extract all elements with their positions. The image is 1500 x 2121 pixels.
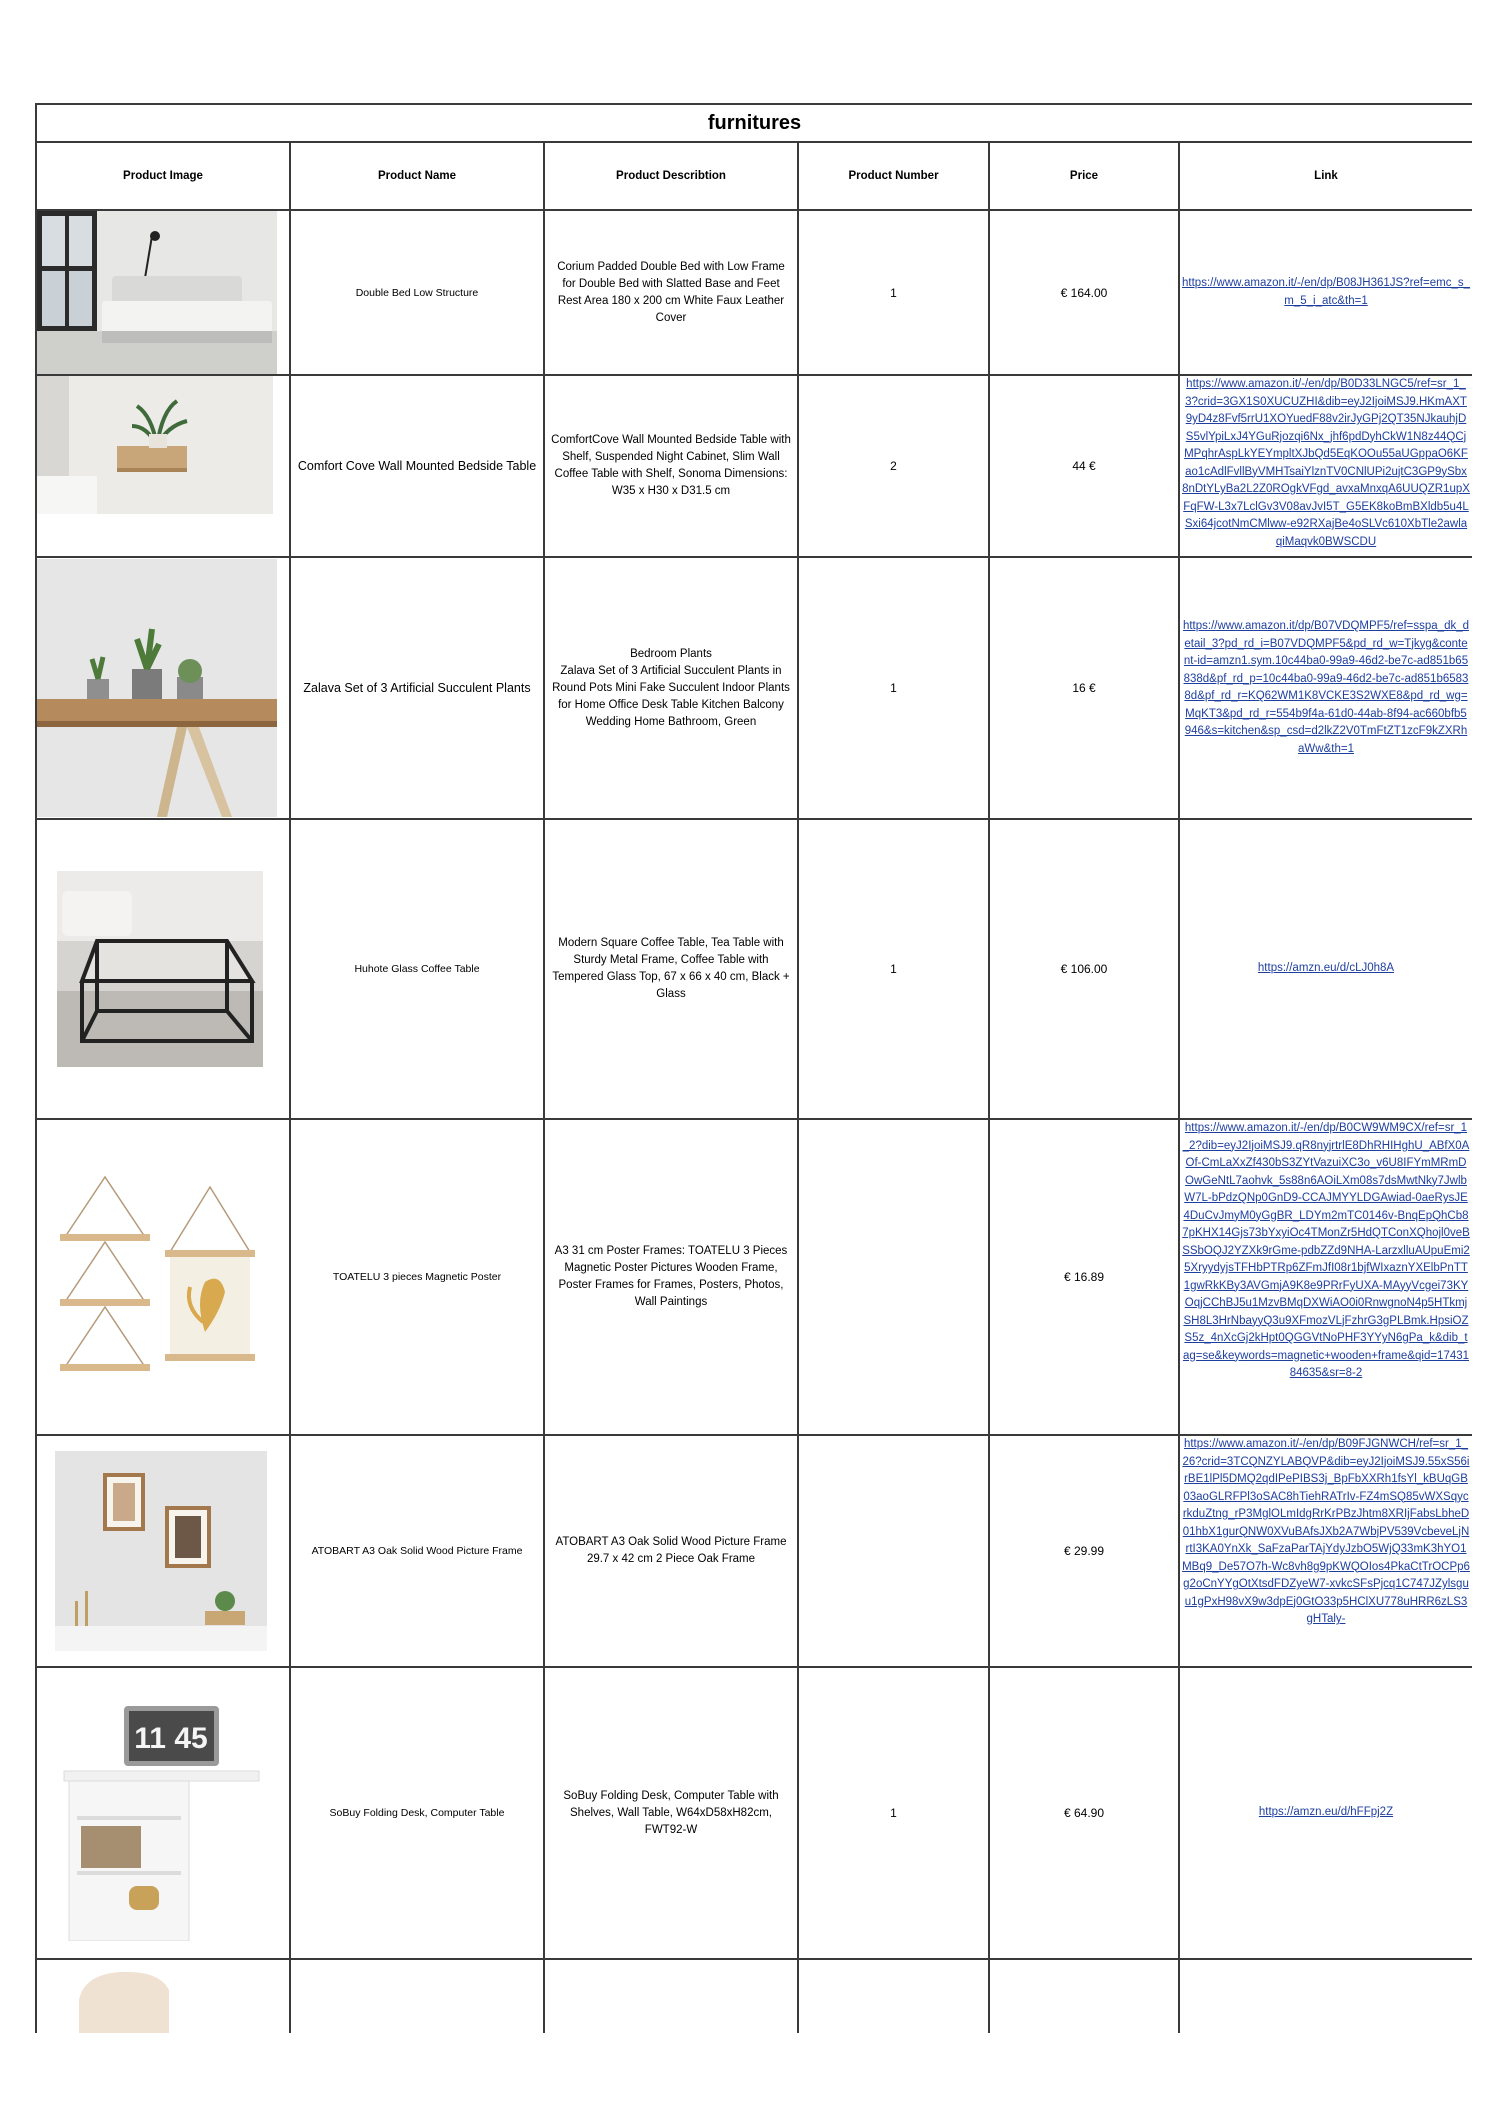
product-description: Corium Padded Double Bed with Low Frame for Double Bed with Slatted Base and Feet Rest Area 180 x 200 cm White Faux Leather Cover	[544, 210, 798, 375]
product-number	[798, 1435, 989, 1667]
product-description: SoBuy Folding Desk, Computer Table with Shelves, Wall Table, W64xD58xH82cm, FWT92-W	[544, 1667, 798, 1959]
glass-coffee-table-photo-icon	[57, 871, 263, 1067]
product-number	[798, 1119, 989, 1435]
empty-cell	[989, 1959, 1179, 2033]
product-image-cell	[36, 375, 290, 557]
product-name: ATOBART A3 Oak Solid Wood Picture Frame	[290, 1435, 544, 1667]
product-price: € 64.90	[989, 1667, 1179, 1959]
empty-cell	[544, 1959, 798, 2033]
spreadsheet-page	[35, 103, 1472, 2033]
product-name: Zalava Set of 3 Artificial Succulent Plants	[290, 557, 544, 819]
empty-cell	[798, 1959, 989, 2033]
product-link[interactable]: https://www.amazon.it/-/en/dp/B08JH361JS?ref=emc_s_m_5_i_atc&th=1	[1182, 277, 1470, 307]
product-price: € 16.89	[989, 1119, 1179, 1435]
product-name: SoBuy Folding Desk, Computer Table	[290, 1667, 544, 1959]
product-image-cell	[36, 819, 290, 1119]
product-link[interactable]: https://www.amazon.it/-/en/dp/B0D33LNGC5/ref=sr_1_3?crid=3GX1S0XUCUZHI&dib=eyJ2IjoiMSJ9.HKmAXT9yD4z8Fvf5rrU1XOYuedF88v2irJyGPj2QT35NJkauhjDS5vlYpiLxJ4YGuRjozqi6Nx_jhf6pdDyhCkW1N8z44QCjMPqhrAspLkYEYmpltXJbQd5EqKOOu55aUGppaO6KFao1cAdlFvllByVMHTsaiYlznTV0CNlUPi2ujtC3GP9ySbx8nDtYLyBa2L2Z0ROgkVFgd_avxaMnxqA6UUQZR1upXFqFW-L3x7LclGv3V08avJvI5T_G5EK8koBmBXldb5u4LSxi64jcotNmCMlww-e92RXajBe4oSLVc610XbTle2awlaqiMaqvk0BWSCDU	[1182, 378, 1470, 548]
product-image-cell	[36, 1435, 290, 1667]
succulent-plants-photo-icon	[37, 559, 277, 817]
product-link[interactable]: https://www.amazon.it/-/en/dp/B0CW9WM9CX/ref=sr_1_2?dib=eyJ2IjoiMSJ9.qR8nyjrtrlE8DhRHIHghU_ABfX0AOf-CmLaXxZf430bS3ZYtVazuiXC3o_v6U8IFYmMRmDOwGeNtL7aohvk_5s88n6AOiLXm08s7dsMwtNky7JwlbW7L-bPdzQNp0GnD9-CCAJMYYLDGAwiad-0aeRysJE4DuCvJmyM0yGgBR_LDYm2mTC0146v-BnqEpQhCb87pKHX14Gjs73bYxyiOc4TMonZr5HdQTConXQhojl0veBSSbOQJ2YZXk9rGme-pdbZZd9NHA-LarzxlluAUpuEmi25XryydyjsTFHbPTRp6ZFmJfI08r1bjfWIxaznYXElbPnTT1gwRkKBy3AVGmjA9K8e9PRrFyUXA-MAyyVcgei73KYOqjCChBJ5u1MzvBMqDXWiAO0i0RnwgnoN4p5HTkmjSH8L3HrNbayyQ3u9XFmozVLjFzhrG3gPLBmk.HpsiOZS5z_4nXcGj2kHpt0QGGVtNoPHF3YYyN6gPa_k&dib_tag=se&keywords=magnetic+wooden+frame&qid=1743184635&sr=8-2	[1182, 1122, 1470, 1379]
table-row	[36, 1667, 1472, 1959]
product-price: 16 €	[989, 557, 1179, 819]
product-name: Huhote Glass Coffee Table	[290, 819, 544, 1119]
empty-cell	[1179, 1959, 1472, 2033]
table-row	[36, 210, 1472, 375]
header-row	[36, 142, 1472, 210]
product-image-cell	[36, 1667, 290, 1959]
product-price: € 29.99	[989, 1435, 1179, 1667]
clock-display: 11 45	[134, 1721, 208, 1755]
bedside-table-photo-icon	[37, 376, 273, 514]
product-price: 44 €	[989, 375, 1179, 557]
product-description: ComfortCove Wall Mounted Bedside Table with Shelf, Suspended Night Cabinet, Slim Wall Coffee Table with Shelf, Sonoma Dimensions: W35 x H30 x D31.5 cm	[544, 375, 798, 557]
poster-frames-photo-icon	[55, 1172, 265, 1382]
product-description: ATOBART A3 Oak Solid Wood Picture Frame 29.7 x 42 cm 2 Piece Oak Frame	[544, 1435, 798, 1667]
product-image-cell	[36, 1119, 290, 1435]
picture-frame-photo-icon	[55, 1451, 267, 1651]
product-price: € 164.00	[989, 210, 1179, 375]
product-name: Comfort Cove Wall Mounted Bedside Table	[290, 375, 544, 557]
header-product-number: Product Number	[798, 142, 989, 210]
table-row	[36, 1119, 1472, 1435]
header-product-description: Product Describtion	[544, 142, 798, 210]
table-row	[36, 557, 1472, 819]
table-row	[36, 375, 1472, 557]
product-image-cell	[36, 557, 290, 819]
product-link-cell	[1179, 1119, 1472, 1435]
product-number: 1	[798, 210, 989, 375]
header-product-name: Product Name	[290, 142, 544, 210]
product-image-cell	[36, 1959, 290, 2033]
product-link-cell	[1179, 1667, 1472, 1959]
product-link[interactable]: https://amzn.eu/d/hFFpj2Z	[1258, 1806, 1394, 1819]
product-link-cell	[1179, 819, 1472, 1119]
product-number: 1	[798, 819, 989, 1119]
header-price: Price	[989, 142, 1179, 210]
header-link: Link	[1179, 142, 1472, 210]
bed-photo-icon	[37, 211, 277, 374]
empty-cell	[290, 1959, 544, 2033]
product-name: TOATELU 3 pieces Magnetic Poster	[290, 1119, 544, 1435]
product-link[interactable]: https://amzn.eu/d/cLJ0h8A	[1257, 962, 1395, 975]
product-link-cell	[1179, 375, 1472, 557]
product-name: Double Bed Low Structure	[290, 210, 544, 375]
product-link[interactable]: https://www.amazon.it/dp/B07VDQMPF5/ref=sspa_dk_detail_3?pd_rd_i=B07VDQMPF5&pd_rd_w=Tjkyg&content-id=amzn1.sym.10c44ba0-99a9-46d2-be7c-ad851b65838d&pf_rd_p=10c44ba0-99a9-46d2-be7c-ad851b65838d&pf_rd_r=KQ62WM1K8VCKE3S2WXE8&pd_rd_wg=MqKT3&pd_rd_r=554b9f4a-61d0-44ab-8f94-ac660bfb5946&s=kitchen&sp_csd=d2lkZ2V0TmFtZT1zcF9kZXRhaWw&th=1	[1182, 620, 1470, 755]
product-number: 2	[798, 375, 989, 557]
chair-photo-icon	[59, 1960, 265, 2033]
table-row	[36, 1435, 1472, 1667]
product-price: € 106.00	[989, 819, 1179, 1119]
product-link-cell	[1179, 557, 1472, 819]
table-row	[36, 1959, 1472, 2033]
furniture-table	[35, 103, 1472, 2033]
product-number: 1	[798, 557, 989, 819]
product-link-cell	[1179, 210, 1472, 375]
product-description: Bedroom Plants Zalava Set of 3 Artificial Succulent Plants in Round Pots Mini Fake Succulent Indoor Plants for Home Office Desk Table Kitchen Balcony Wedding Home Bathroom, Green	[544, 557, 798, 819]
product-description: Modern Square Coffee Table, Tea Table with Sturdy Metal Frame, Coffee Table with Tempered Glass Top, 67 x 66 x 40 cm, Black + Glass	[544, 819, 798, 1119]
product-link-cell	[1179, 1435, 1472, 1667]
product-link[interactable]: https://www.amazon.it/-/en/dp/B09FJGNWCH/ref=sr_1_26?crid=3TCQNZYLABQVP&dib=eyJ2IjoiMSJ9.55xS56irBE1lPl5DMQ2qdIPePIBS3j_BpFbXXRh1fsYl_kBUqGB03aoGLRFPl3oSAC8hTiehRATrIv-FZ4mSQ85vWXSqycrkduZtng_rP3MglOLmIdgRrKrPBzJhtm8XRIjFabsLbheD01hbX1gurQNW0XVuBAfsJXb2A7WbjPV539VcbeveLjNrtI3KA0YnXk_SaFzaParTAjYdyJzbO5WjQ33mK3hYO1MBq9_De57O7h-Wc8vh8g9pKWQOIos4PkaCtTrOCPp6g2oCnYYgOtXtsdFDZyeW7-xvkcSFsPjcq1C747JZylsguu1gPxH98vX9w3dpEj0GtO33p5HClXU778uHRR6zLS3gHTaly-	[1182, 1438, 1470, 1625]
product-number: 1	[798, 1667, 989, 1959]
sheet-title: furnitures	[36, 104, 1472, 142]
table-row	[36, 819, 1472, 1119]
folding-desk-photo-icon	[59, 1686, 265, 1941]
header-product-image: Product Image	[36, 142, 290, 210]
product-image-cell	[36, 210, 290, 375]
product-description: A3 31 cm Poster Frames: TOATELU 3 Pieces Magnetic Poster Pictures Wooden Frame, Poster Frames for Frames, Posters, Photos, Wall Paintings	[544, 1119, 798, 1435]
